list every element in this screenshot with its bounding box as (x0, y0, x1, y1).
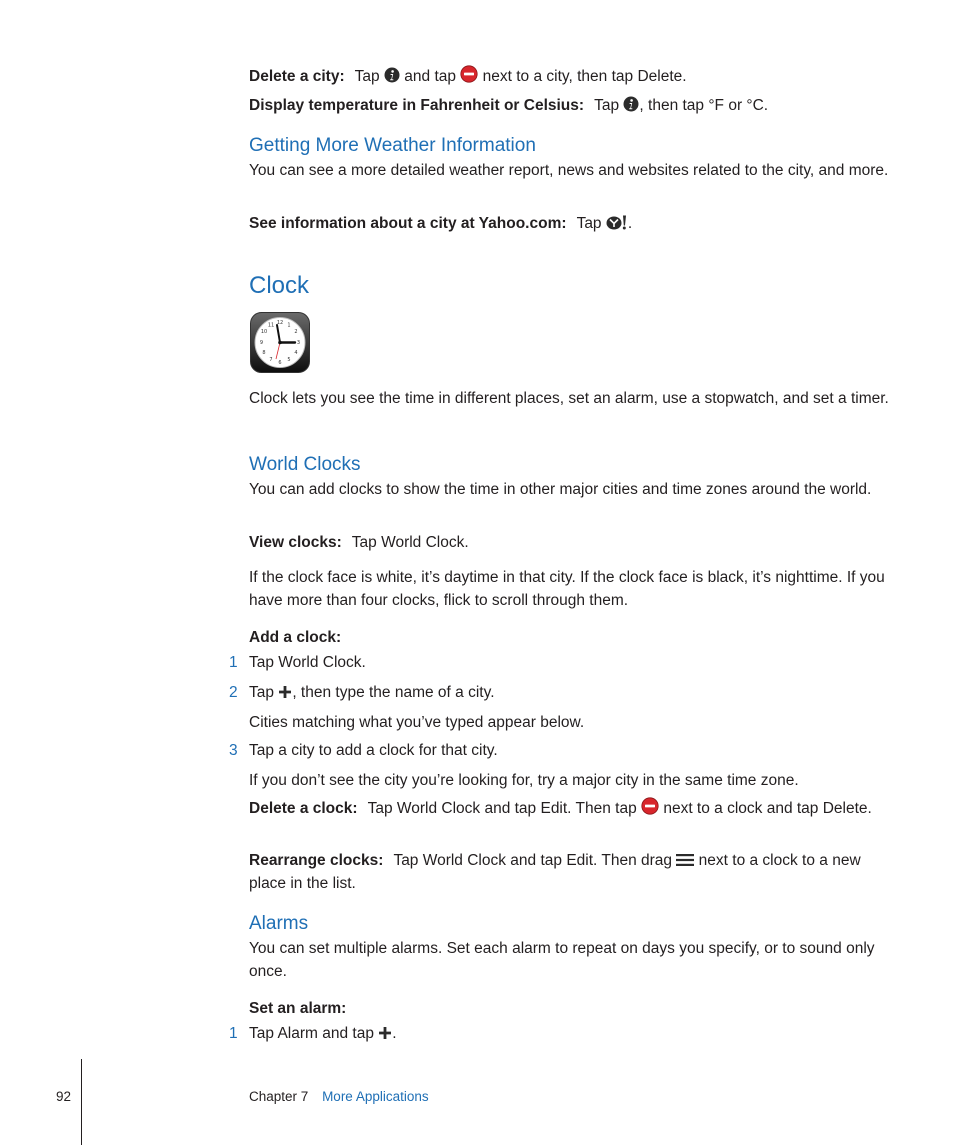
delete-clock-t1: Tap World Clock and tap Edit. Then tap (367, 800, 637, 817)
clock-intro: Clock lets you see the time in different places, set an alarm, use a stopwatch, and set a timer. (249, 390, 889, 407)
svg-text:8: 8 (262, 350, 266, 356)
delete-clock-line (249, 797, 889, 820)
delete-city-t1: Tap (354, 68, 380, 85)
svg-text:5: 5 (287, 357, 291, 363)
svg-text:2: 2 (294, 329, 298, 335)
more-weather-text: You can see a more detailed weather report, news and websites related to the city, and more. (249, 162, 889, 179)
chapter-label: Chapter 7 (249, 1089, 309, 1104)
display-temp-t1: Tap (594, 97, 620, 114)
svg-text:4: 4 (294, 350, 298, 356)
svg-text:7: 7 (269, 357, 273, 363)
rearrange-lead: Rearrange clocks: (249, 852, 384, 869)
step-number: 1 (229, 654, 238, 671)
world-clocks-text: You can add clocks to show the time in other major cities and time zones around the world. (249, 481, 872, 498)
page-number: 92 (56, 1089, 72, 1104)
plus-icon (278, 685, 292, 699)
delete-city-lead: Delete a city: (249, 68, 345, 85)
delete-icon (460, 65, 478, 83)
delete-city-t3: next to a city, then tap Delete. (482, 68, 687, 85)
info-icon (384, 67, 400, 83)
delete-city-line (249, 65, 889, 88)
info-icon (623, 96, 639, 112)
city-tip: If you don’t see the city you’re looking for, try a major city in the same time zone. (249, 772, 799, 789)
step-number: 1 (229, 1025, 238, 1042)
alarm-step-t1: Tap Alarm and tap (249, 1025, 374, 1042)
rearrange-line (249, 849, 889, 895)
step-text: Tap a city to add a clock for that city. (249, 742, 498, 759)
plus-icon (378, 1026, 392, 1040)
delete-icon (641, 797, 659, 815)
svg-text:1: 1 (287, 322, 291, 329)
yahoo-icon (606, 214, 628, 230)
rearrange-t1: Tap World Clock and tap Edit. Then drag (393, 852, 673, 869)
reorder-icon (676, 853, 694, 867)
view-clocks-line (249, 531, 889, 554)
svg-text:6: 6 (278, 360, 282, 366)
svg-text:12: 12 (276, 320, 284, 326)
chapter-title-link[interactable]: More Applications (322, 1089, 429, 1104)
step-t1: Tap (249, 684, 274, 701)
svg-text:9: 9 (259, 340, 264, 346)
step-3 (229, 739, 889, 762)
footer-chapter (249, 1088, 429, 1106)
display-temp-t2: , then tap °F or °C. (639, 97, 769, 114)
clock-app-icon (250, 312, 310, 373)
yahoo-line (249, 212, 889, 235)
step-number: 2 (229, 684, 238, 701)
footer-rule (81, 1059, 82, 1145)
svg-text:11: 11 (267, 322, 275, 329)
step-text: Tap World Clock. (249, 654, 366, 671)
step-t2: , then type the name of a city. (292, 684, 495, 701)
add-clock-lead: Add a clock: (249, 629, 342, 646)
svg-text:10: 10 (260, 329, 268, 335)
world-clocks-heading: World Clocks (249, 454, 361, 475)
cities-note: Cities matching what you’ve typed appear below. (249, 714, 585, 731)
alarm-step-1 (229, 1022, 889, 1045)
delete-city-t2: and tap (404, 68, 457, 85)
alarm-step-t2: . (392, 1025, 397, 1042)
clock-heading: Clock (249, 272, 310, 299)
step-number: 3 (229, 742, 238, 759)
delete-clock-t2: next to a clock and tap Delete. (663, 800, 872, 817)
more-weather-heading: Getting More Weather Information (249, 135, 536, 156)
yahoo-t2: . (627, 215, 633, 232)
rearrange-t2: next to a clock to a new place in the list. (249, 852, 861, 892)
yahoo-lead: See information about a city at Yahoo.com: (249, 215, 567, 232)
display-temp-lead: Display temperature in Fahrenheit or Celsius: (249, 97, 585, 114)
set-alarm-lead: Set an alarm: (249, 1000, 347, 1017)
display-temp-line (249, 94, 889, 117)
step-2 (229, 681, 889, 704)
alarms-heading: Alarms (249, 913, 309, 934)
step-1 (229, 651, 889, 674)
alarms-text: You can set multiple alarms. Set each alarm to repeat on days you specify, or to sound only once. (249, 940, 875, 980)
yahoo-t1: Tap (576, 215, 602, 232)
delete-clock-lead: Delete a clock: (249, 800, 358, 817)
view-clocks-text: Tap World Clock. (351, 534, 469, 551)
view-clocks-lead: View clocks: (249, 534, 342, 551)
clock-face-note: If the clock face is white, it’s daytime in that city. If the clock face is black, it’s nighttime. If you have more than four clocks, flick to scroll through them. (249, 569, 885, 609)
svg-text:3: 3 (296, 340, 301, 346)
